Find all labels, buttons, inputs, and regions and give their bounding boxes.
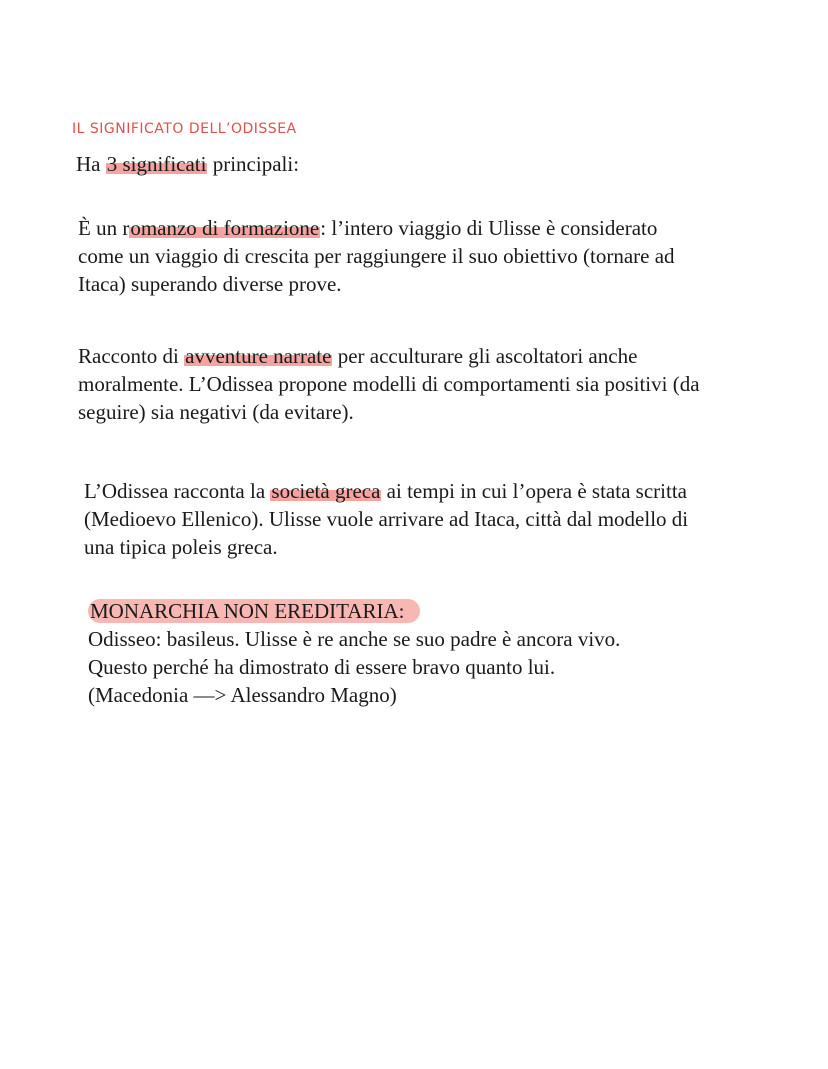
paragraph-line: moralmente. L’Odissea propone modelli di comportamenti sia positivi (da: [78, 372, 700, 396]
paragraph-line: seguire) sia negativi (da evitare).: [78, 400, 354, 424]
paragraph-line: (Medioevo Ellenico). Ulisse vuole arrivare ad Itaca, città dal modello di: [84, 507, 689, 531]
paragraph-line: (Macedonia —> Alessandro Magno): [88, 683, 397, 707]
p1-highlight: omanzo di formazione: [130, 216, 320, 240]
paragraph-romanzo: [78, 214, 798, 298]
paragraph-societa: [84, 477, 804, 561]
page-title: IL SIGNIFICATO DELL’ODISSEA: [72, 121, 297, 137]
paragraph-avventure: [78, 342, 798, 426]
p2-highlight: avventure narrate: [185, 344, 332, 368]
paragraph-line: [78, 342, 798, 370]
p3-highlight: società greca: [271, 479, 381, 503]
p1-text-before: È un r: [78, 216, 130, 240]
paragraph-line: una tipica poleis greca.: [84, 535, 278, 559]
paragraph-monarchia: [88, 597, 808, 709]
monarchia-heading: MONARCHIA NON EREDITARIA:: [88, 599, 420, 623]
intro-highlight: 3 significati: [106, 152, 207, 176]
intro-paragraph: [76, 150, 796, 178]
intro-line: [76, 150, 796, 178]
p2-text-before: Racconto di: [78, 344, 185, 368]
paragraph-line: Odisseo: basileus. Ulisse è re anche se suo padre è ancora vivo.: [88, 627, 621, 651]
p1-text-after: : l’intero viaggio di Ulisse è considerato: [320, 216, 658, 240]
paragraph-line: Questo perché ha dimostrato di essere bravo quanto lui.: [88, 655, 556, 679]
p2-text-after: per acculturare gli ascoltatori anche: [332, 344, 638, 368]
p3-text-before: L’Odissea racconta la: [84, 479, 271, 503]
intro-text-after: principali:: [207, 152, 300, 176]
paragraph-line: [84, 477, 804, 505]
paragraph-line: come un viaggio di crescita per raggiungere il suo obiettivo (tornare ad: [78, 244, 675, 268]
paragraph-line: Itaca) superando diverse prove.: [78, 272, 342, 296]
intro-text-before: Ha: [76, 152, 106, 176]
paragraph-line: [88, 597, 808, 625]
paragraph-line: [78, 214, 798, 242]
p3-text-after: ai tempi in cui l’opera è stata scritta: [381, 479, 687, 503]
